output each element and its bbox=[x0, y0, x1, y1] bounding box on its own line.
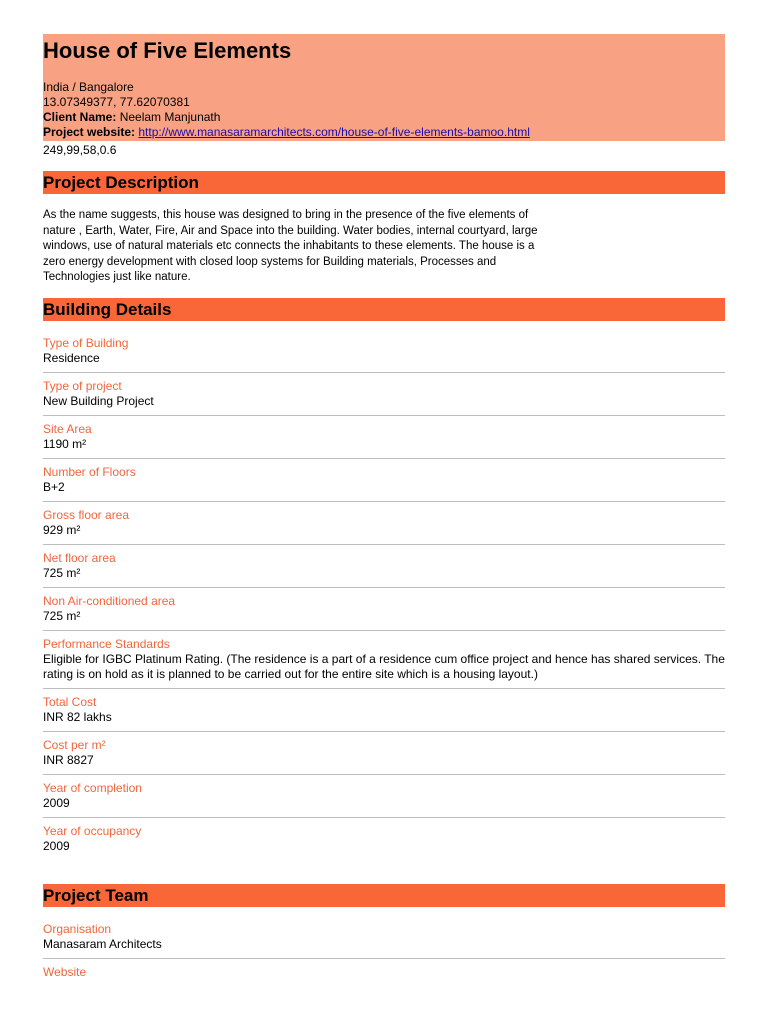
detail-row bbox=[43, 922, 725, 959]
project-team-list bbox=[43, 922, 725, 992]
detail-row bbox=[43, 824, 725, 860]
detail-value: Residence bbox=[43, 351, 100, 365]
detail-value: 725 m² bbox=[43, 609, 81, 623]
detail-value: 725 m² bbox=[43, 566, 81, 580]
detail-row bbox=[43, 379, 725, 416]
detail-value: New Building Project bbox=[43, 394, 154, 408]
detail-value: Manasaram Architects bbox=[43, 937, 162, 951]
detail-label: Organisation bbox=[43, 922, 112, 936]
detail-value: Eligible for IGBC Platinum Rating. (The residence is a part of a residence cum office project and hence has shared services. The rating is on hold as it is planned to be carried out for the entire site which is a housing layout.) bbox=[43, 652, 725, 681]
project-meta bbox=[43, 80, 530, 140]
section-project-description: Project Description bbox=[43, 171, 725, 194]
section-building-details: Building Details bbox=[43, 298, 725, 321]
detail-label: Year of completion bbox=[43, 781, 142, 795]
detail-row bbox=[43, 965, 725, 986]
detail-row bbox=[43, 637, 725, 689]
detail-value: INR 8827 bbox=[43, 753, 94, 767]
detail-row bbox=[43, 465, 725, 502]
detail-label: Cost per m² bbox=[43, 738, 106, 752]
detail-label: Performance Standards bbox=[43, 637, 170, 651]
detail-value: 2009 bbox=[43, 796, 70, 810]
detail-row bbox=[43, 422, 725, 459]
detail-value: INR 82 lakhs bbox=[43, 710, 112, 724]
detail-row bbox=[43, 781, 725, 818]
detail-row bbox=[43, 336, 725, 373]
detail-row bbox=[43, 508, 725, 545]
detail-label: Website bbox=[43, 965, 87, 979]
color-code: 249,99,58,0.6 bbox=[43, 143, 117, 157]
detail-label: Total Cost bbox=[43, 695, 97, 709]
section-project-team: Project Team bbox=[43, 884, 725, 907]
client-label: Client Name: bbox=[43, 110, 117, 124]
detail-label: Type of Building bbox=[43, 336, 129, 350]
detail-label: Number of Floors bbox=[43, 465, 136, 479]
website-line bbox=[43, 125, 530, 140]
detail-label: Net floor area bbox=[43, 551, 116, 565]
coordinates: 13.07349377, 77.62070381 bbox=[43, 95, 190, 109]
detail-row bbox=[43, 594, 725, 631]
detail-value: 2009 bbox=[43, 839, 70, 853]
detail-label: Year of occupancy bbox=[43, 824, 142, 838]
page-title: House of Five Elements bbox=[43, 38, 292, 63]
client-name: Neelam Manjunath bbox=[119, 110, 221, 124]
detail-value: B+2 bbox=[43, 480, 65, 494]
detail-row bbox=[43, 695, 725, 732]
detail-label: Gross floor area bbox=[43, 508, 130, 522]
detail-label: Type of project bbox=[43, 379, 122, 393]
project-website-link[interactable]: http://www.manasaramarchitects.com/house-of-five-elements-bamoo.html bbox=[138, 125, 530, 139]
detail-label: Non Air-conditioned area bbox=[43, 594, 176, 608]
location: India / Bangalore bbox=[43, 80, 134, 94]
detail-row bbox=[43, 551, 725, 588]
header-block bbox=[43, 34, 725, 141]
detail-value: 929 m² bbox=[43, 523, 81, 537]
client-line bbox=[43, 110, 530, 125]
detail-value: 1190 m² bbox=[43, 437, 87, 451]
detail-row bbox=[43, 738, 725, 775]
project-description-text: As the name suggests, this house was designed to bring in the presence of the five elements of nature , Earth, Water, Fire, Air and Space into the building. Water bodies, internal courtyard, large windows, use of natural materials etc connects the inhabitants to these elements. The house is a zero energy development with closed loop systems for Building materials, Processes and Technologies just like nature. bbox=[43, 209, 538, 283]
website-label: Project website: bbox=[43, 125, 136, 139]
detail-label: Site Area bbox=[43, 422, 92, 436]
building-details-list bbox=[43, 336, 725, 866]
